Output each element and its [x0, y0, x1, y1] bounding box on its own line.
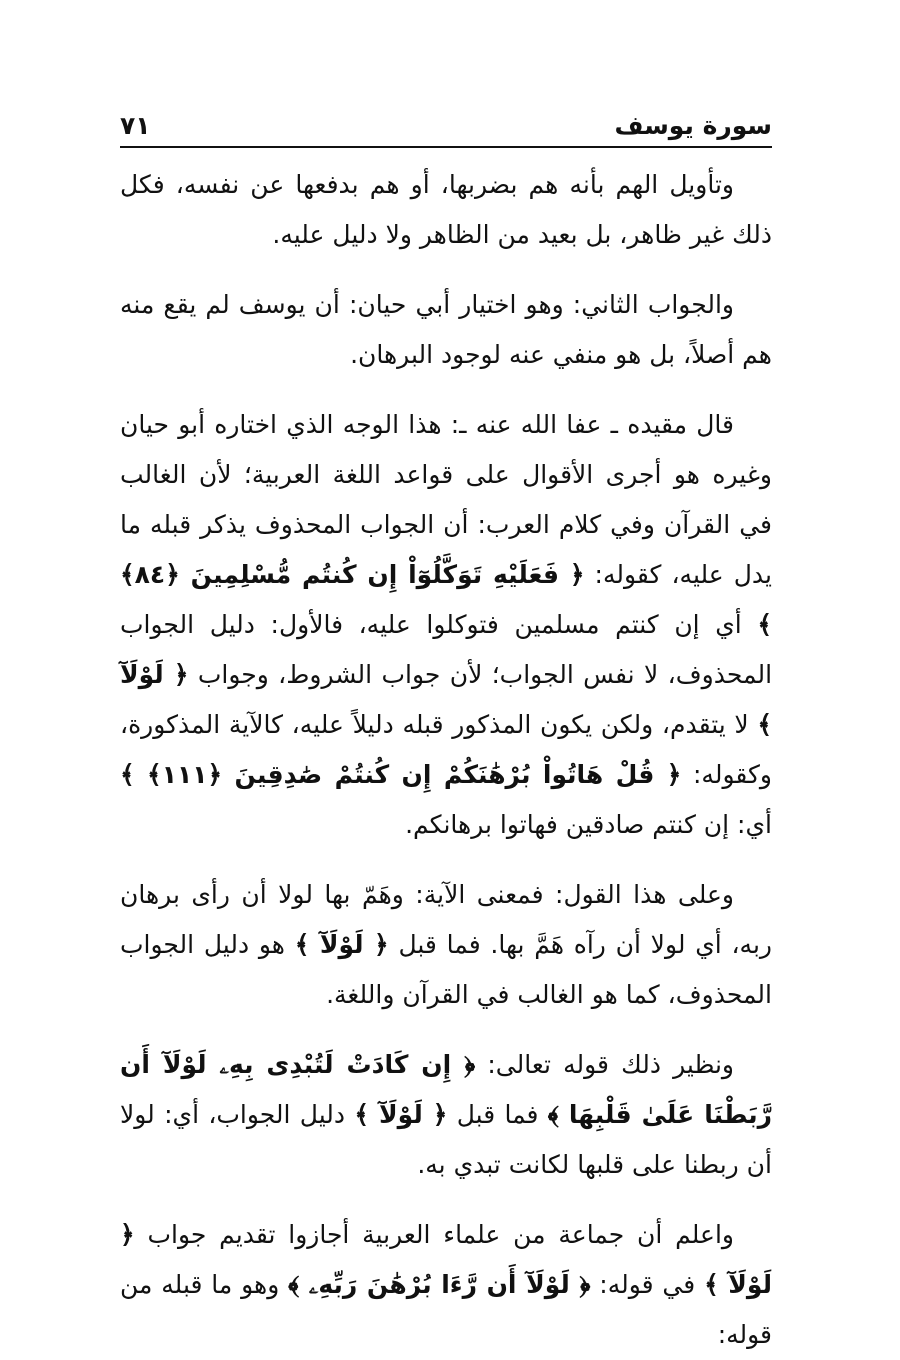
- quran-verse: ﴿ لَوْلَآ ﴾: [120, 660, 772, 739]
- paragraph: [120, 280, 772, 380]
- paragraph: [120, 870, 772, 1020]
- surah-title: سورة يوسف: [614, 111, 772, 140]
- page-header: [120, 100, 772, 148]
- paragraph-text: وهو ما قبله من قوله:: [120, 1270, 772, 1349]
- quran-verse: ﴿ لَوْلَآ ﴾: [120, 1220, 772, 1299]
- quran-verse: ﴿ قُلْ هَاتُواْ بُرْهَٰنَكُمْ إِن كُنتُمْ صَٰدِقِينَ ﴿١١١﴾ ﴾: [120, 760, 682, 789]
- paragraph-text: ونظير ذلك قوله تعالى:: [475, 1050, 734, 1079]
- paragraph-text: وعلى هذا القول: فمعنى الآية: وهَمّ بها لولا أن رأى برهان ربه، أي لولا أن رآه هَمَّ بها. فما قبل: [120, 880, 772, 959]
- paragraph-text: لا يتقدم، ولكن يكون المذكور قبله دليلاً عليه، كالآية المذكورة، وكقوله:: [120, 710, 772, 789]
- quran-verse: ﴿ إِن كَادَتْ لَتُبْدِى بِهِۦ لَوْلَآ أَن رَّبَطْنَا عَلَىٰ قَلْبِهَا ﴾: [120, 1050, 772, 1129]
- paragraph-text: دليل الجواب، أي: لولا أن ربطنا على قلبها لكانت تبدي به.: [120, 1100, 772, 1179]
- paragraph-text: واعلم أن جماعة من علماء العربية أجازوا تقديم جواب: [134, 1220, 734, 1249]
- paragraph-text: والجواب الثاني: وهو اختيار أبي حيان: أن يوسف لم يقع منه هم أصلاً، بل هو منفي عنه لوجود البرهان.: [120, 290, 772, 369]
- paragraph-text: وتأويل الهم بأنه هم بضربها، أو هم بدفعها عن نفسه، فكل ذلك غير ظاهر، بل بعيد من الظاهر ولا دليل عليه.: [120, 170, 772, 249]
- paragraph: [120, 400, 772, 850]
- paragraph-text: هو دليل الجواب المحذوف، كما هو الغالب في القرآن واللغة.: [120, 930, 772, 1009]
- page-body: [120, 160, 772, 1360]
- paragraph: [120, 160, 772, 260]
- quran-verse: ﴿ فَعَلَيْهِ تَوَكَّلُوٓاْ إِن كُنتُم مُّسْلِمِينَ ﴿٨٤﴾ ﴾: [120, 560, 772, 639]
- paragraph-text: فما قبل: [447, 1100, 548, 1129]
- quran-verse: ﴿ لَوْلَآ أَن رَّءَا بُرْهَٰنَ رَبِّهِۦ ﴾: [288, 1270, 591, 1299]
- quran-verse: ﴿ لَوْلَآ ﴾: [354, 1100, 448, 1129]
- quran-verse: ﴿ لَوْلَآ ﴾: [294, 930, 389, 959]
- paragraph-text: في قوله:: [590, 1270, 705, 1299]
- paragraph: [120, 1210, 772, 1360]
- paragraph-text: قال مقيده ـ عفا الله عنه ـ: هذا الوجه الذي اختاره أبو حيان وغيره هو أجرى الأقوال على قواعد اللغة العربية؛ لأن الغالب في القرآن وفي كلام العرب: أن الجواب المحذوف يذكر قبله ما يدل عليه، كقوله:: [120, 410, 772, 589]
- page-number: ٧١: [120, 111, 151, 140]
- paragraph-text: أي: إن كنتم صادقين فهاتوا برهانكم.: [405, 810, 772, 839]
- paragraph: [120, 1040, 772, 1190]
- paragraph-text: أي إن كنتم مسلمين فتوكلوا عليه، فالأول: دليل الجواب المحذوف، لا نفس الجواب؛ لأن جواب الشروط، وجواب: [120, 610, 773, 689]
- book-page: [120, 100, 773, 1349]
